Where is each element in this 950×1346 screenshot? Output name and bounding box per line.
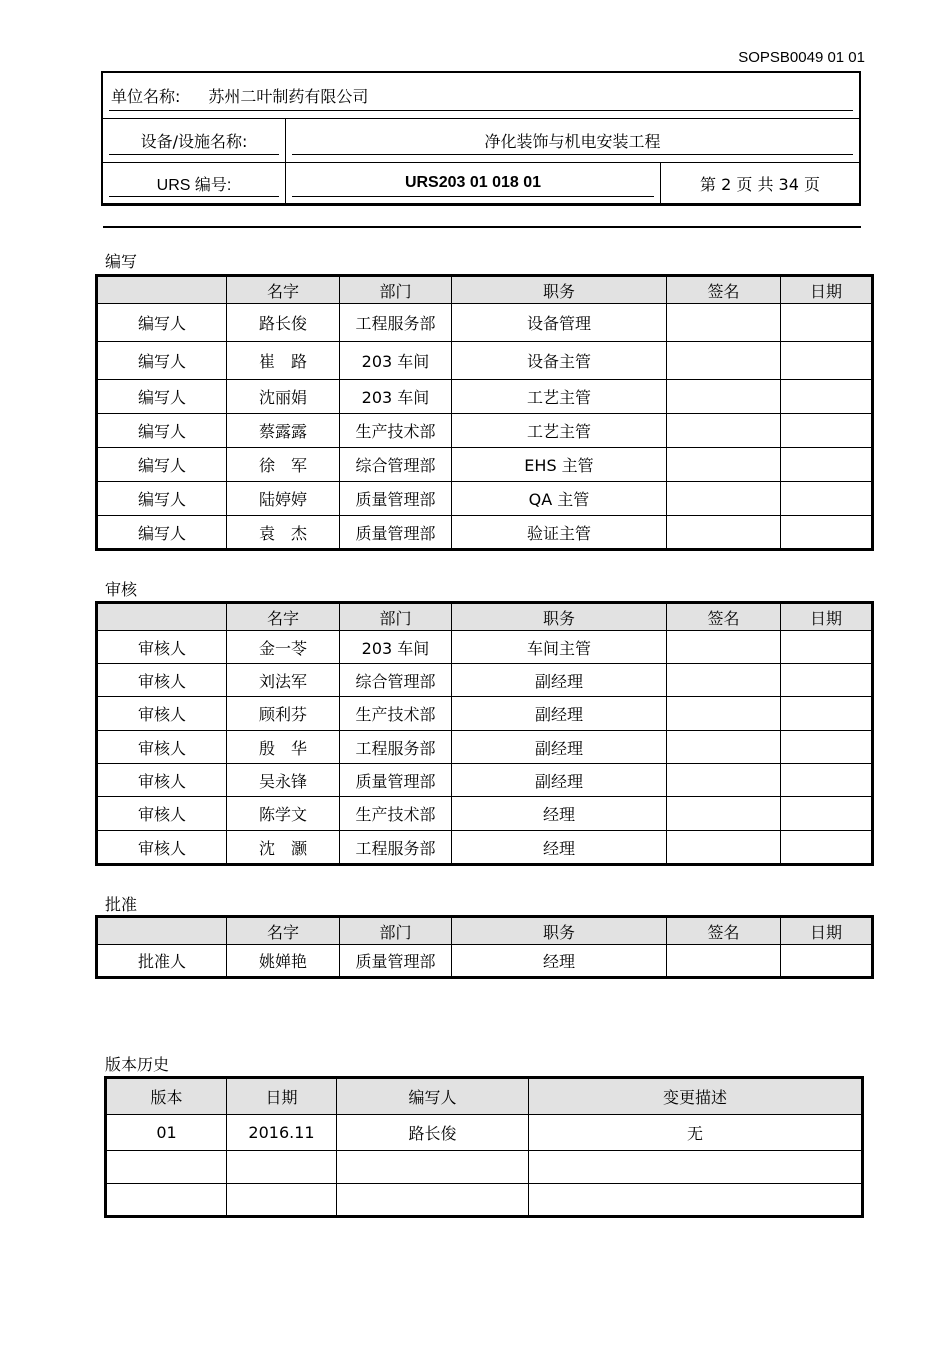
table-row (97, 697, 873, 731)
table-cell (106, 1151, 227, 1184)
table-row (97, 380, 873, 414)
table-cell (667, 304, 781, 342)
table-cell: 蔡露露 (227, 414, 340, 448)
table-cell (667, 516, 781, 550)
table-cell: 编写人 (97, 342, 227, 380)
table-cell (667, 731, 781, 764)
table-row (97, 482, 873, 516)
col-header-title: 职务 (452, 276, 667, 304)
header-row-urs (103, 162, 859, 204)
table-row (97, 342, 873, 380)
col-header-date: 日期 (781, 917, 873, 945)
table-cell (667, 945, 781, 978)
header-row-equipment (103, 118, 859, 163)
approve-table (95, 915, 874, 979)
history-row (106, 1151, 863, 1184)
section-title-approve: 批准 (105, 895, 138, 914)
table-cell: 袁 杰 (227, 516, 340, 550)
section-title-write: 编写 (105, 252, 138, 271)
table-cell: 审核人 (97, 631, 227, 664)
table-cell: 编写人 (97, 304, 227, 342)
table-cell (667, 831, 781, 865)
col-header-title: 职务 (452, 603, 667, 631)
table-row (97, 731, 873, 764)
table-cell: EHS 主管 (452, 448, 667, 482)
col-header-name: 名字 (227, 603, 340, 631)
table-cell: 编写人 (97, 448, 227, 482)
table-header-row (97, 603, 873, 631)
table-cell (781, 631, 873, 664)
table-cell (781, 731, 873, 764)
header-box (101, 71, 861, 206)
table-cell: 车间主管 (452, 631, 667, 664)
table-row (97, 631, 873, 664)
table-cell: 验证主管 (452, 516, 667, 550)
table-cell: 吴永锋 (227, 764, 340, 797)
table-cell: 编写人 (97, 414, 227, 448)
table-cell (667, 764, 781, 797)
page-info: 第 2 页 共 34 页 (700, 174, 820, 194)
table-cell: 姚婵艳 (227, 945, 340, 978)
table-cell: 副经理 (452, 731, 667, 764)
table-cell (106, 1184, 227, 1217)
table-header-row (97, 917, 873, 945)
table-cell (781, 304, 873, 342)
table-cell (667, 380, 781, 414)
table-row (97, 304, 873, 342)
history-row (106, 1115, 863, 1151)
col-header-date: 日期 (781, 603, 873, 631)
col-header-role (97, 276, 227, 304)
unit-label: 单位名称: (111, 87, 181, 106)
col-header-role (97, 917, 227, 945)
table-cell (529, 1184, 863, 1217)
write-table (95, 274, 874, 551)
table-cell: 经理 (452, 831, 667, 865)
table-cell: 沈 灏 (227, 831, 340, 865)
table-cell: 工艺主管 (452, 380, 667, 414)
table-cell: 陆婷婷 (227, 482, 340, 516)
table-cell (781, 380, 873, 414)
table-cell (667, 448, 781, 482)
table-cell (667, 342, 781, 380)
table-cell: 陈学文 (227, 797, 340, 831)
history-col-author: 编写人 (337, 1078, 529, 1115)
table-cell: 金一苓 (227, 631, 340, 664)
table-header-row (97, 276, 873, 304)
table-cell: 质量管理部 (340, 482, 452, 516)
table-cell: 沈丽娟 (227, 380, 340, 414)
table-cell: 无 (529, 1115, 863, 1151)
table-cell: 工程服务部 (340, 831, 452, 865)
table-cell: 综合管理部 (340, 448, 452, 482)
table-cell: 质量管理部 (340, 516, 452, 550)
equipment-label: 设备/设施名称: (140, 131, 248, 151)
history-table (104, 1076, 864, 1218)
table-cell: 工程服务部 (340, 304, 452, 342)
table-cell: QA 主管 (452, 482, 667, 516)
table-cell (667, 797, 781, 831)
table-cell: 203 车间 (340, 380, 452, 414)
table-cell (781, 516, 873, 550)
table-cell: 顾利芬 (227, 697, 340, 731)
table-cell: 审核人 (97, 664, 227, 697)
table-cell: 生产技术部 (340, 697, 452, 731)
col-header-dept: 部门 (340, 917, 452, 945)
table-cell: 生产技术部 (340, 414, 452, 448)
table-cell: 路长俊 (227, 304, 340, 342)
col-header-dept: 部门 (340, 603, 452, 631)
header-divider (103, 226, 861, 228)
table-cell: 经理 (452, 797, 667, 831)
table-cell (667, 482, 781, 516)
col-header-dept: 部门 (340, 276, 452, 304)
table-cell (781, 764, 873, 797)
header-row-unit (103, 73, 859, 119)
col-header-role (97, 603, 227, 631)
document-code: SOPSB0049 01 01 (738, 49, 865, 66)
table-cell: 工艺主管 (452, 414, 667, 448)
table-cell (667, 664, 781, 697)
table-cell: 批准人 (97, 945, 227, 978)
table-cell: 崔 路 (227, 342, 340, 380)
table-cell (781, 664, 873, 697)
section-title-review: 审核 (105, 580, 138, 599)
history-col-version: 版本 (106, 1078, 227, 1115)
table-row (97, 448, 873, 482)
table-cell: 01 (106, 1115, 227, 1151)
table-cell: 审核人 (97, 731, 227, 764)
table-cell: 质量管理部 (340, 764, 452, 797)
table-cell: 编写人 (97, 380, 227, 414)
table-cell: 审核人 (97, 797, 227, 831)
table-cell: 刘法军 (227, 664, 340, 697)
history-col-description: 变更描述 (529, 1078, 863, 1115)
table-cell: 审核人 (97, 697, 227, 731)
table-row (97, 797, 873, 831)
table-cell (337, 1184, 529, 1217)
history-header-row (106, 1078, 863, 1115)
table-cell: 徐 军 (227, 448, 340, 482)
table-cell: 副经理 (452, 664, 667, 697)
table-cell (781, 945, 873, 978)
table-cell (781, 342, 873, 380)
table-row (97, 516, 873, 550)
history-col-date: 日期 (227, 1078, 337, 1115)
urs-label: URS 编号: (156, 176, 232, 194)
table-cell: 经理 (452, 945, 667, 978)
table-cell: 质量管理部 (340, 945, 452, 978)
equipment-value: 净化装饰与机电安装工程 (484, 131, 661, 151)
table-cell: 编写人 (97, 516, 227, 550)
table-cell (227, 1184, 337, 1217)
table-cell: 副经理 (452, 764, 667, 797)
table-cell (781, 831, 873, 865)
table-cell (667, 631, 781, 664)
table-cell (337, 1151, 529, 1184)
col-header-name: 名字 (227, 276, 340, 304)
table-cell: 203 车间 (340, 631, 452, 664)
table-cell: 审核人 (97, 831, 227, 865)
table-cell (227, 1151, 337, 1184)
table-row (97, 945, 873, 978)
table-cell (781, 797, 873, 831)
table-cell (667, 414, 781, 448)
col-header-date: 日期 (781, 276, 873, 304)
review-table (95, 601, 874, 866)
col-header-signature: 签名 (667, 276, 781, 304)
table-cell: 203 车间 (340, 342, 452, 380)
col-header-signature: 签名 (667, 917, 781, 945)
section-title-history: 版本历史 (105, 1055, 170, 1074)
urs-value: URS203 01 018 01 (404, 174, 542, 191)
table-row (97, 831, 873, 865)
table-cell (667, 697, 781, 731)
table-cell (781, 697, 873, 731)
table-cell: 工程服务部 (340, 731, 452, 764)
table-cell: 设备管理 (452, 304, 667, 342)
table-cell: 设备主管 (452, 342, 667, 380)
table-cell: 殷 华 (227, 731, 340, 764)
table-cell: 2016.11 (227, 1115, 337, 1151)
table-row (97, 414, 873, 448)
col-header-signature: 签名 (667, 603, 781, 631)
table-cell: 路长俊 (337, 1115, 529, 1151)
table-row (97, 764, 873, 797)
table-cell (781, 482, 873, 516)
table-cell (781, 448, 873, 482)
table-cell: 综合管理部 (340, 664, 452, 697)
col-header-title: 职务 (452, 917, 667, 945)
table-cell (529, 1151, 863, 1184)
col-header-name: 名字 (227, 917, 340, 945)
unit-value: 苏州二叶制药有限公司 (208, 87, 369, 106)
table-cell: 编写人 (97, 482, 227, 516)
table-cell (781, 414, 873, 448)
table-row (97, 664, 873, 697)
table-cell: 生产技术部 (340, 797, 452, 831)
table-cell: 审核人 (97, 764, 227, 797)
table-cell: 副经理 (452, 697, 667, 731)
history-row (106, 1184, 863, 1217)
